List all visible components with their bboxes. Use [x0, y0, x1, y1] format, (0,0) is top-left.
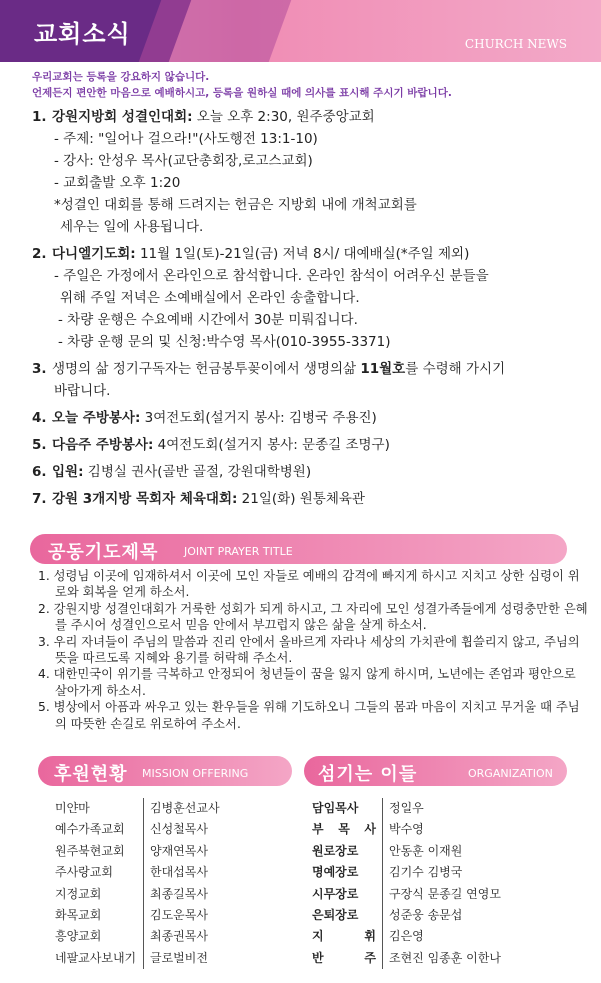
item-line: - 차량 운행은 수요예배 시간에서 30분 미뤄집니다.: [58, 312, 358, 328]
item-number: 5.: [32, 437, 47, 453]
prayer-title: 공동기도제목: [48, 542, 159, 563]
item-line: 바랍니다.: [54, 383, 111, 399]
list-item: [312, 905, 599, 926]
intro-text: [32, 69, 452, 101]
org-names: 안동훈 이재원: [382, 841, 599, 862]
org-role: 은퇴장로: [312, 908, 359, 923]
list-item: [312, 841, 599, 862]
item-line: - 차량 운행 문의 및 신청:박수영 목사(010-3955-3371): [58, 334, 391, 350]
mission-title-en: MISSION OFFERING: [142, 767, 249, 780]
org-role: 명예장로: [312, 865, 359, 880]
organization-title: 섬기는 이들: [318, 764, 418, 785]
item-line: - 주제: "일어나 걸으라!"(사도행전 13:1-10): [54, 131, 318, 147]
list-item: [55, 884, 280, 905]
item-number: 3.: [32, 361, 47, 377]
organization-title-en: ORGANIZATION: [468, 767, 553, 780]
prayer-item: 1. 성령님 이곳에 임재하셔서 이곳에 모인 자들로 예배의 감격에 빠지게 하시고 지치고 상한 심령이 위로와 회복을 얻게 하소서.: [38, 569, 580, 600]
org-role: 반 주: [312, 950, 376, 965]
mission-church: 주사랑교회: [55, 865, 113, 880]
item-text: 오늘 오후 2:30, 원주중앙교회: [192, 109, 375, 125]
list-item: [312, 884, 599, 905]
mission-church: 네팔교사보내기: [55, 950, 137, 965]
mission-pastor: 김병훈선교사: [143, 798, 280, 819]
org-role: 부 목 사: [312, 822, 376, 837]
news-item: [32, 488, 592, 510]
mission-list: [55, 798, 280, 969]
news-item: [32, 243, 592, 353]
prayer-item: 3. 우리 자녀들이 주님의 말씀과 진리 안에서 올바르게 자라나 세상의 가치관에 휩쓸리지 않고, 주님의 뜻을 따르도록 지혜와 용기를 허락해 주소서.: [38, 634, 580, 666]
mission-church: 지정교회: [55, 886, 102, 901]
prayer-item: 4. 대한민국이 위기를 극복하고 안정되어 청년들이 꿈을 잃지 않게 하시며, 노년에는 존엄과 평안으로 살아가게 하소서.: [38, 667, 576, 698]
prayer-item: 5. 병상에서 아픔과 싸우고 있는 환우들을 위해 기도하오니 그들의 몸과 마음이 지치고 무거울 때 주님의 따뜻한 손길로 위로하여 주소서.: [38, 700, 580, 731]
mission-pastor: 최종권목사: [143, 926, 280, 947]
mission-church: 미얀마: [55, 801, 90, 815]
item-title: 강원 3개지방 목회자 체육대회:: [52, 491, 238, 507]
org-names: 정일우: [382, 798, 599, 819]
mission-pastor: 글로벌비전: [143, 948, 280, 969]
item-number: 1.: [32, 109, 47, 125]
list-item: [55, 948, 280, 969]
intro-line: 우리교회는 등록을 강요하지 않습니다.: [32, 71, 210, 83]
org-names: 박수영: [382, 819, 599, 840]
item-text: 4여전도회(설거지 봉사: 문종길 조명구): [153, 437, 390, 453]
news-item: [32, 407, 592, 429]
item-text: 김병실 권사(골반 골절, 강원대학병원): [83, 464, 312, 480]
prayer-list: [38, 568, 588, 732]
item-title: 강원지방회 성결인대회:: [52, 109, 193, 125]
org-role: 시무장로: [312, 886, 359, 901]
mission-church: 흥양교회: [55, 929, 102, 944]
mission-church: 예수가족교회: [55, 822, 125, 837]
news-item: [32, 106, 592, 238]
header-accent-mid: [139, 0, 292, 62]
org-role: 지 휘: [312, 929, 376, 944]
list-item: [55, 905, 280, 926]
org-names: 조현진 임종훈 이한나: [382, 948, 599, 969]
mission-pastor: 한대섭목사: [143, 862, 280, 883]
list-item: [55, 819, 280, 840]
item-number: 7.: [32, 491, 47, 507]
org-names: 구장식 문종길 연영모: [382, 884, 599, 905]
item-note: *성결인 대회를 통해 드려지는 헌금은 지방회 내에 개척교회를: [54, 197, 417, 213]
prayer-section-bar: [30, 534, 567, 564]
item-bold: 11월호: [360, 361, 406, 377]
org-names: 김은영: [382, 926, 599, 947]
item-number: 6.: [32, 464, 47, 480]
item-line: 위해 주일 저녁은 소예배실에서 온라인 송출합니다.: [60, 290, 360, 306]
prayer-title-en: JOINT PRAYER TITLE: [184, 545, 293, 558]
prayer-item: 2. 강원지방 성결인대회가 거룩한 성회가 되게 하시고, 그 자리에 모인 성결가족들에게 성령충만한 은혜를 주시어 성결인으로서 믿음 안에서 부끄럽지 않은 삶을 살게 하소서.: [38, 601, 588, 633]
item-title: 오늘 주방봉사:: [52, 410, 141, 426]
list-item: [55, 926, 280, 947]
list-item: [312, 798, 599, 819]
item-title: 다니엘기도회:: [52, 246, 136, 262]
news-item: [32, 434, 592, 456]
item-text: 11월 1일(토)-21일(금) 저녁 8시/ 대예배실(*주일 제외): [135, 246, 470, 262]
item-note: 세우는 일에 사용됩니다.: [60, 219, 204, 235]
organization-section-bar: [304, 756, 567, 786]
mission-section-bar: [38, 756, 292, 786]
item-title: 입원:: [52, 464, 84, 480]
item-text: 21일(화) 원통체육관: [237, 491, 365, 507]
mission-church: 화목교회: [55, 908, 102, 923]
item-number: 2.: [32, 246, 47, 262]
list-item: [312, 819, 599, 840]
org-names: 성준웅 송문섭: [382, 905, 599, 926]
item-text: 생명의 삶 정기구독자는 헌금봉투꽂이에서 생명의삶: [52, 361, 361, 377]
list-item: [312, 948, 599, 969]
news-item: [32, 358, 592, 402]
item-text: 3여전도회(설거지 봉사: 김병국 주용진): [140, 410, 377, 426]
mission-pastor: 김도운목사: [143, 905, 280, 926]
item-text: 를 수령해 가시기: [405, 361, 506, 377]
item-title: 다음주 주방봉사:: [52, 437, 154, 453]
mission-pastor: 양재연목사: [143, 841, 280, 862]
org-role: 원로장로: [312, 843, 359, 858]
news-header: [0, 0, 601, 62]
mission-title: 후원현황: [54, 764, 128, 785]
list-item: [312, 862, 599, 883]
organization-list: [312, 798, 599, 969]
item-number: 4.: [32, 410, 47, 426]
list-item: [312, 926, 599, 947]
item-line: - 강사: 안성우 목사(교단총회장,로고스교회): [54, 153, 313, 169]
list-item: [55, 841, 280, 862]
org-names: 김기수 김병국: [382, 862, 599, 883]
list-item: [55, 862, 280, 883]
page-title: 교회소식: [34, 20, 131, 48]
org-role: 담임목사: [312, 801, 359, 815]
mission-pastor: 최종길목사: [143, 884, 280, 905]
item-line: - 주일은 가정에서 온라인으로 참석합니다. 온라인 참석이 어려우신 분들을: [54, 268, 489, 284]
news-item: [32, 461, 592, 483]
intro-line: 언제든지 편안한 마음으로 예배하시고, 등록을 원하실 때에 의사를 표시해 주시기 바랍니다.: [32, 87, 452, 99]
page-subtitle: CHURCH NEWS: [464, 37, 567, 51]
item-line: - 교회출발 오후 1:20: [54, 175, 181, 191]
mission-church: 원주북현교회: [55, 843, 125, 858]
news-list: [32, 106, 592, 515]
mission-pastor: 신성철목사: [143, 819, 280, 840]
list-item: [55, 798, 280, 819]
